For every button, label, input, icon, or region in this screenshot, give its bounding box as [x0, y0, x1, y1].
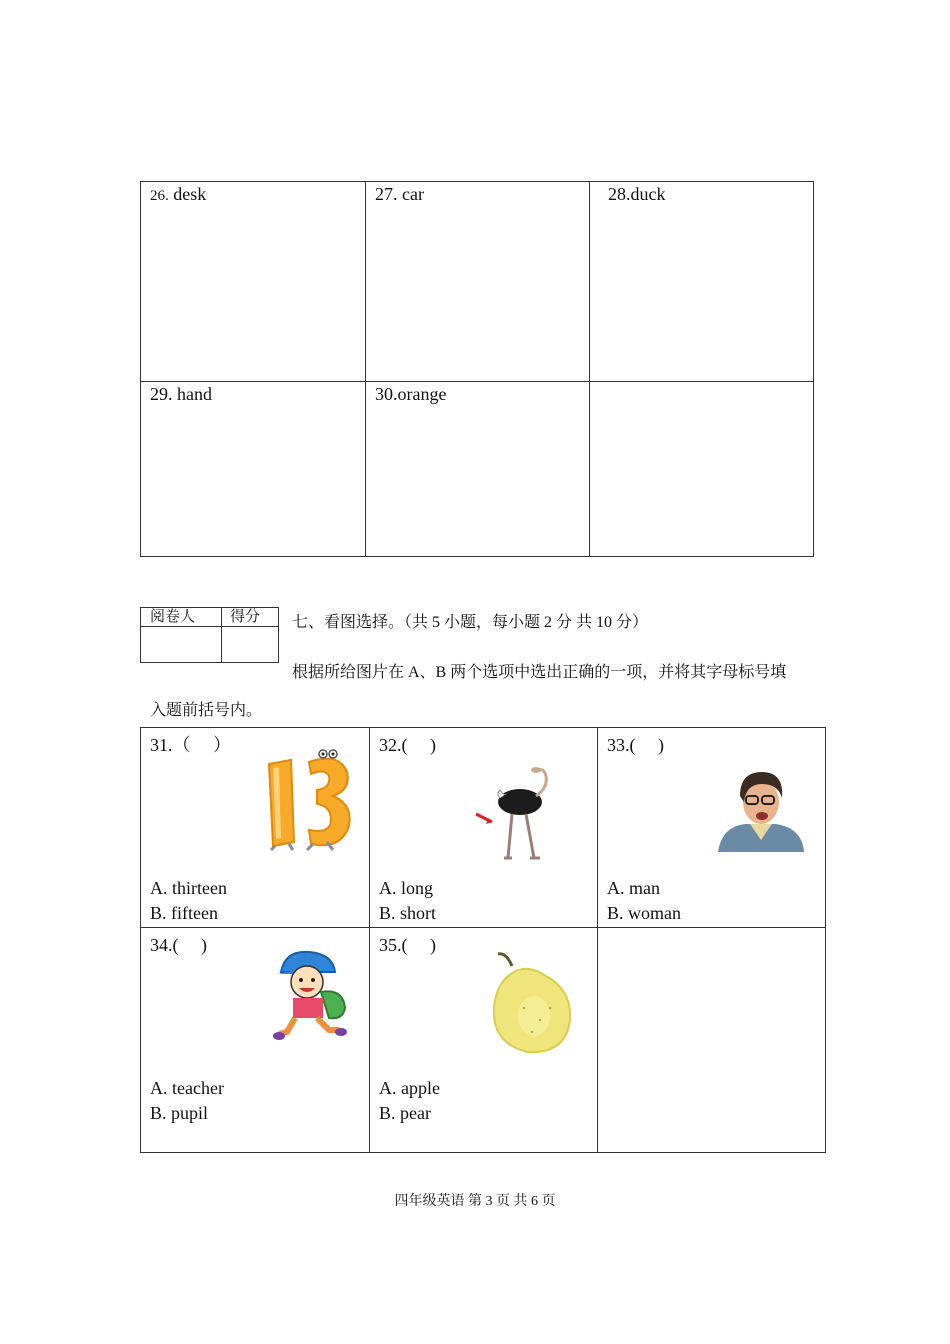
man-portrait-icon	[716, 766, 806, 854]
question-number: 35.( )	[379, 935, 436, 955]
ostrich-icon	[470, 764, 562, 864]
option-b: B. short	[379, 903, 437, 923]
question-31[interactable]	[141, 728, 370, 928]
cell-label: 27. car	[375, 184, 424, 204]
drawing-cell-28[interactable]	[590, 182, 813, 382]
cell-label: 26. desk	[150, 184, 207, 204]
cell-label: 30.orange	[375, 384, 447, 404]
page-footer: 四年级英语 第 3 页 共 6 页	[394, 1194, 556, 1209]
drawing-cell-30[interactable]	[366, 382, 590, 556]
score-divider	[141, 626, 278, 627]
cell-label: 28.duck	[608, 184, 666, 204]
section-title: 七、看图选择。（共 5 小题，每小题 2 分 共 10 分）	[292, 614, 649, 631]
score-box	[140, 607, 279, 663]
option-a: A. long	[379, 878, 433, 898]
picture-choice-grid	[140, 727, 826, 1153]
option-a: A. thirteen	[150, 878, 227, 898]
drawing-cell-29[interactable]	[141, 382, 366, 556]
pear-icon	[484, 946, 576, 1060]
question-number: 34.( )	[150, 935, 207, 955]
drawing-cell-empty	[590, 382, 813, 556]
score-label: 得分	[230, 609, 261, 625]
question-32[interactable]	[370, 728, 598, 928]
option-a: A. apple	[379, 1078, 440, 1098]
empty-cell	[598, 928, 825, 1152]
option-b: B. pear	[379, 1103, 431, 1123]
question-34[interactable]	[141, 928, 370, 1152]
question-33[interactable]	[598, 728, 825, 928]
question-number: 32.( )	[379, 735, 436, 755]
question-number: 33.( )	[607, 735, 664, 755]
schoolboy-icon	[273, 948, 349, 1042]
instruction-text: 根据所给图片在 A、B 两个选项中选出正确的一项，并将其字母标号填	[292, 664, 787, 681]
question-number: 31.（ ）	[150, 735, 231, 755]
drawing-cell-26[interactable]	[141, 182, 366, 382]
score-divider	[221, 608, 222, 662]
number-13-icon	[261, 742, 356, 854]
option-a: A. man	[607, 878, 660, 898]
cell-label: 29. hand	[150, 384, 212, 404]
question-35[interactable]	[370, 928, 598, 1152]
drawing-cell-27[interactable]	[366, 182, 590, 382]
reviewer-label: 阅卷人	[150, 609, 196, 625]
option-b: B. fifteen	[150, 903, 218, 923]
option-b: B. pupil	[150, 1103, 209, 1123]
instruction-text: 入题前括号内。	[150, 702, 263, 719]
option-a: A. teacher	[150, 1078, 224, 1098]
option-b: B. woman	[607, 903, 681, 923]
drawing-grid	[140, 181, 814, 557]
